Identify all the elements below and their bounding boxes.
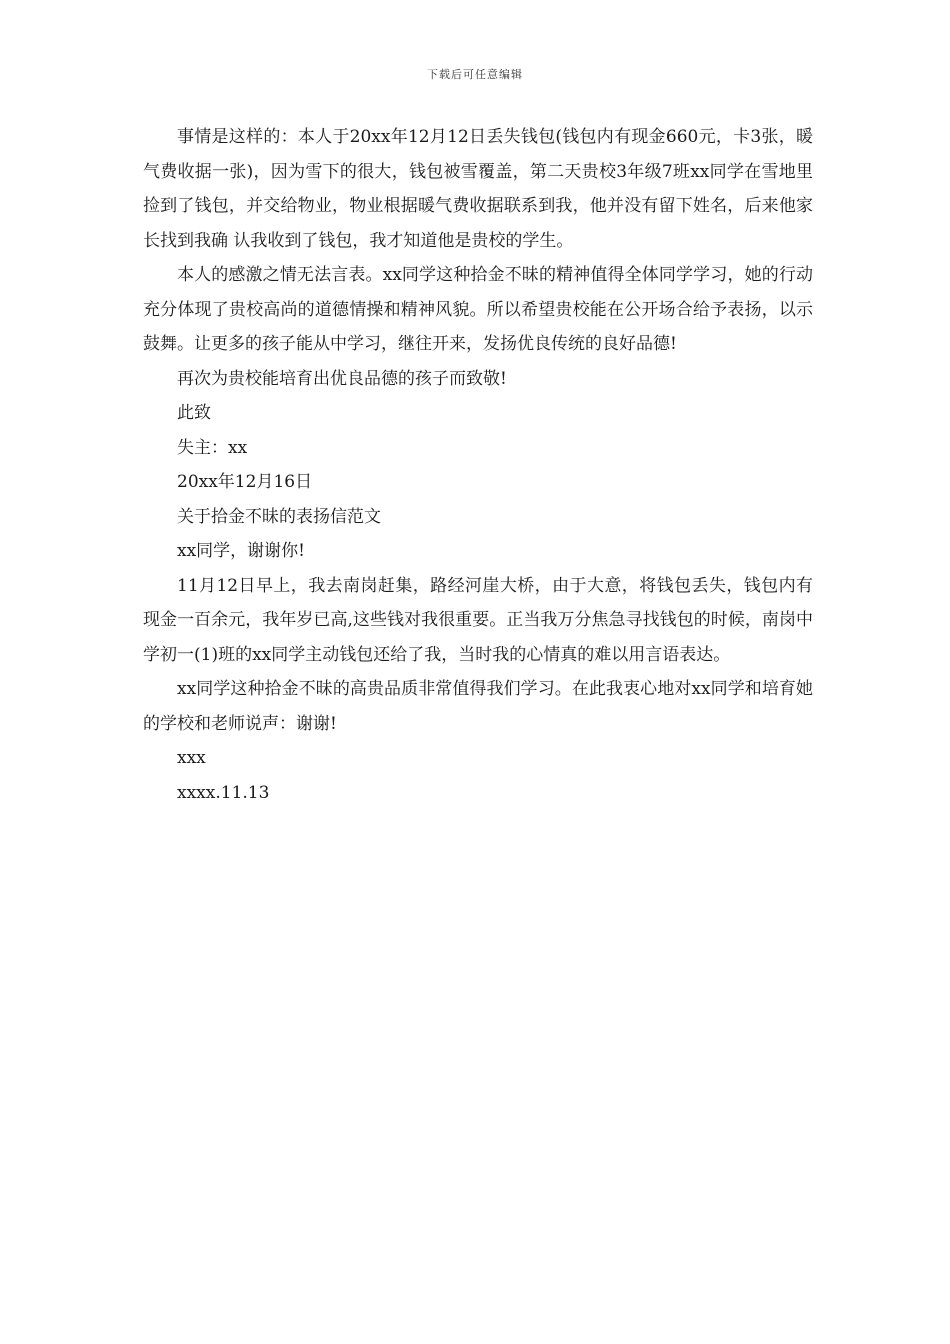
- letter1-paragraph-3: 再次为贵校能培育出优良品德的孩子而致敬!: [177, 368, 507, 389]
- letter1-paragraph-2: 本人的感激之情无法言表。xx同学这种拾金不昧的精神值得全体同学学习，她的行动充分体现了贵校高尚的道德情操和精神风貌。所以希望贵校能在公开场合给予表扬，以示鼓舞。让更多的孩子能从中学习，继往开来，发扬优良传统的良好品德!: [143, 265, 813, 354]
- letter2-signature: xxx: [177, 748, 206, 768]
- letter2-date: xxxx.11.13: [177, 782, 270, 803]
- page-header: 下载后可任意编辑: [427, 68, 523, 81]
- letter1-closing: 此致: [177, 403, 211, 423]
- letter2-paragraph-2: xx同学这种拾金不昧的高贵品质非常值得我们学习。在此我衷心地对xx同学和培育她的学校和老师说声：谢谢!: [143, 679, 813, 734]
- letter1-date: 20xx年12月16日: [177, 472, 313, 492]
- letter1-paragraph-1: 事情是这样的：本人于20xx年12月12日丢失钱包(钱包内有现金660元，卡3张，暖气费收据一张)，因为雪下的很大，钱包被雪覆盖，第二天贵校3年级7班xx同学在雪地里捡到了钱包，并交给物业，物业根据暖气费收据联系到我，他并没有留下姓名，后来他家长找到我确 认我收到了钱包，我才知道他是贵校的学生。: [143, 127, 813, 251]
- letter2-title: 关于拾金不昧的表扬信范文: [177, 506, 381, 527]
- letter1-signature: 失主：xx: [177, 437, 248, 458]
- letter2-salutation: xx同学，谢谢你!: [177, 541, 306, 561]
- letter2-paragraph-1: 11月12日早上，我去南岗赶集，路经河崖大桥，由于大意，将钱包丢失，钱包内有现金一百余元，我年岁已高,这些钱对我很重要。正当我万分焦急寻找钱包的时候，南岗中学初一(1)班的xx同学主动钱包还给了我，当时我的心情真的难以用言语表达。: [143, 575, 813, 665]
- document-body: [143, 120, 813, 810]
